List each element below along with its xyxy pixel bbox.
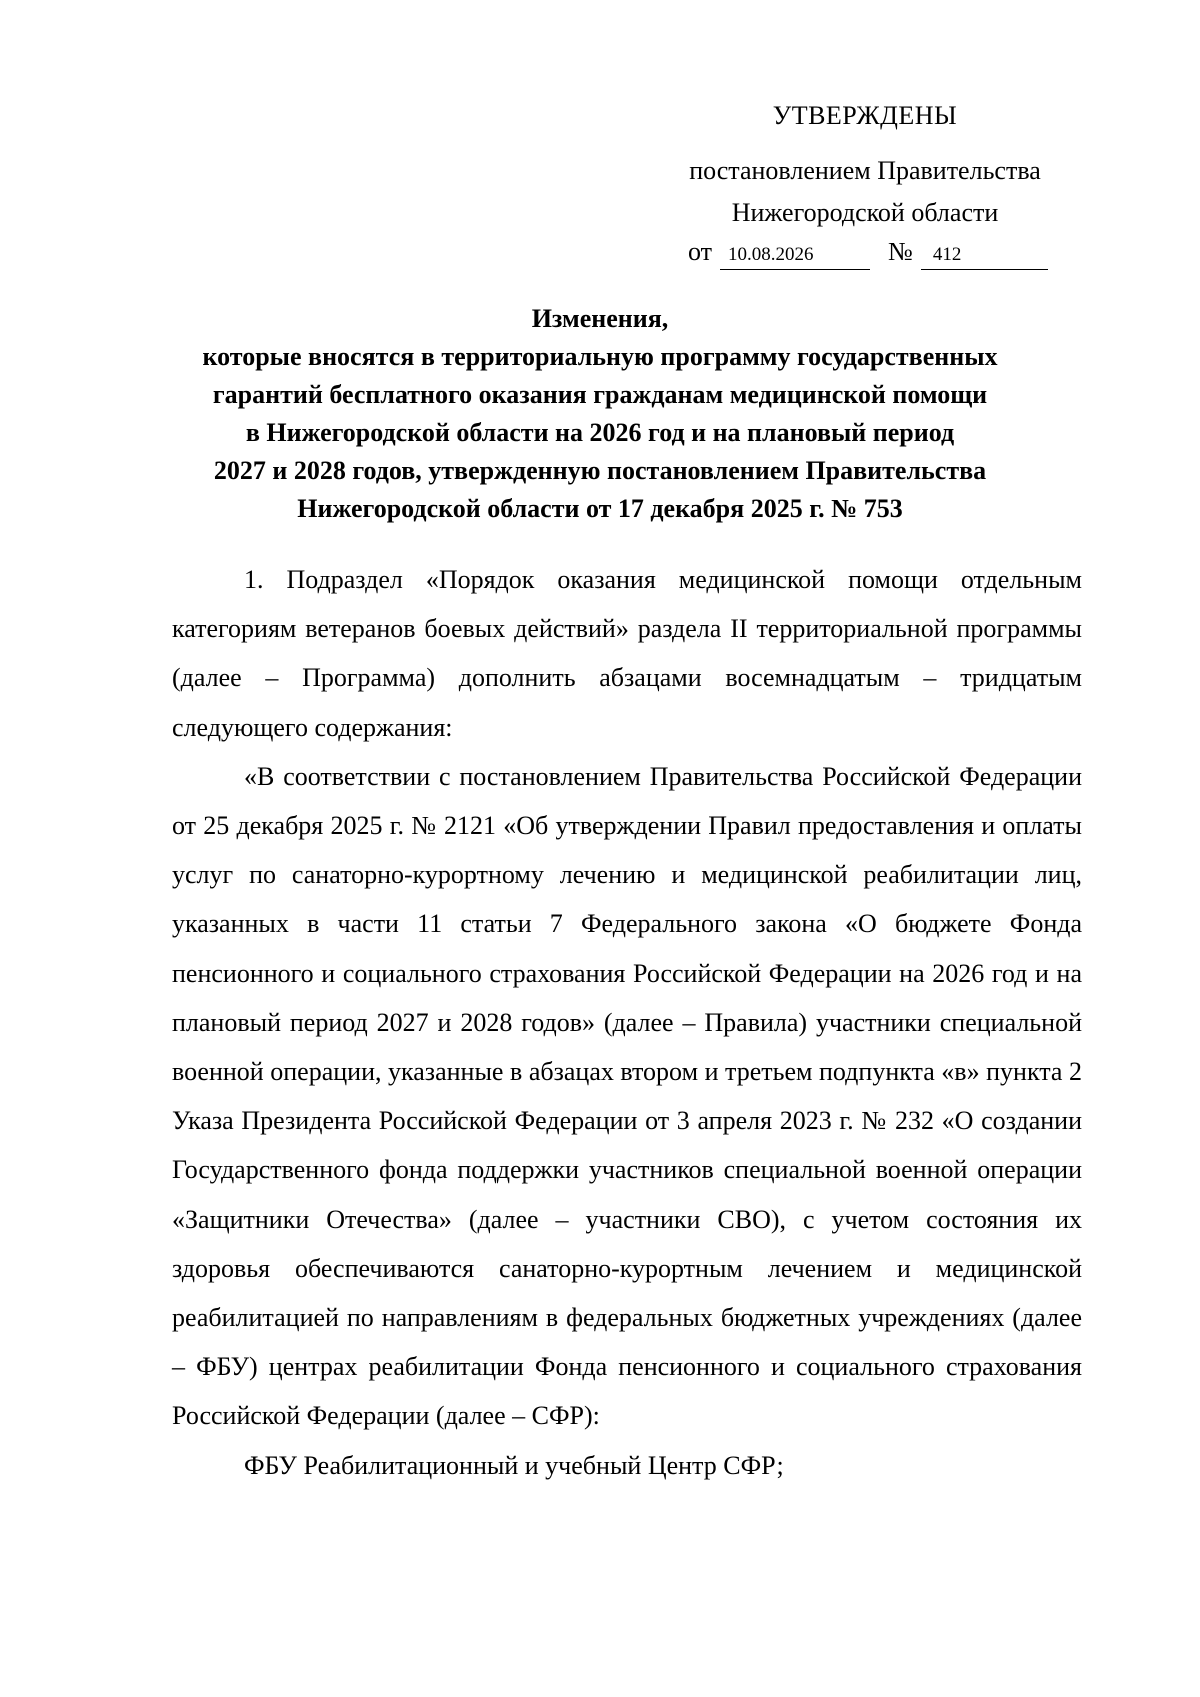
approval-number: 412 <box>921 241 1048 270</box>
title-line-3: гарантий бесплатного оказания гражданам медицинской помощи <box>212 380 988 409</box>
number-label: № <box>888 237 913 266</box>
approval-heading: УТВЕРЖДЕНЫ <box>772 101 958 130</box>
document-body <box>172 555 1082 1490</box>
title-line-4: в Нижегородской области на 2026 год и на плановый период <box>245 418 955 447</box>
paragraph-2: «В соответствии с постановлением Правительства Российской Федерации от 25 декабря 2025 г. № 2121 «Об утверждении Правил предоставления и оплаты услуг по санаторно-курортному лечению и медицинской реабилитации лиц, указанных в части 11 статьи 7 Федерального закона «О бюджете Фонда пенсионного и социального страхования Российской Федерации на 2026 год и на плановый период 2027 и 2028 годов» (далее – Правила) участники специальной военной операции, указанные в абзацах втором и третьем подпункта «в» пункта 2 Указа Президента Российской Федерации от 3 апреля 2023 г. № 232 «О создании Государственного фонда поддержки участников специальной военной операции «Защитники Отечества» (далее – участники СВО), с учетом состояния их здоровья обеспечиваются санаторно-курортным лечением и медицинской реабилитацией по направлениям в федеральных бюджетных учреждениях (далее – ФБУ) центрах реабилитации Фонда пенсионного и социального страхования Российской Федерации (далее – СФР): <box>172 761 1082 1431</box>
document-title <box>150 300 1050 528</box>
approval-authority <box>650 150 1080 234</box>
approval-block <box>650 96 1080 272</box>
approval-date: 10.08.2026 <box>720 241 870 270</box>
from-label: от <box>688 237 713 266</box>
title-line-5: 2027 и 2028 годов, утвержденную постановлением Правительства <box>213 456 987 485</box>
paragraph-1: 1. Подраздел «Порядок оказания медицинской помощи отдельным категориям ветеранов боевых действий» раздела II территориальной программы (далее – Программа) дополнить абзацами восемнадцатым – тридцатым следующего содержания: <box>172 565 1082 742</box>
title-line-1: Изменения, <box>531 304 669 333</box>
paragraph-3: ФБУ Реабилитационный и учебный Центр СФР; <box>244 1450 784 1480</box>
approval-authority-line2: Нижегородской области <box>731 198 999 227</box>
title-line-6: Нижегородской области от 17 декабря 2025 г. № 753 <box>297 494 903 523</box>
approval-authority-line1: постановлением Правительства <box>689 156 1041 185</box>
title-line-2: которые вносятся в территориальную программу государственных <box>202 342 998 371</box>
approval-date-number-line <box>650 232 1080 272</box>
